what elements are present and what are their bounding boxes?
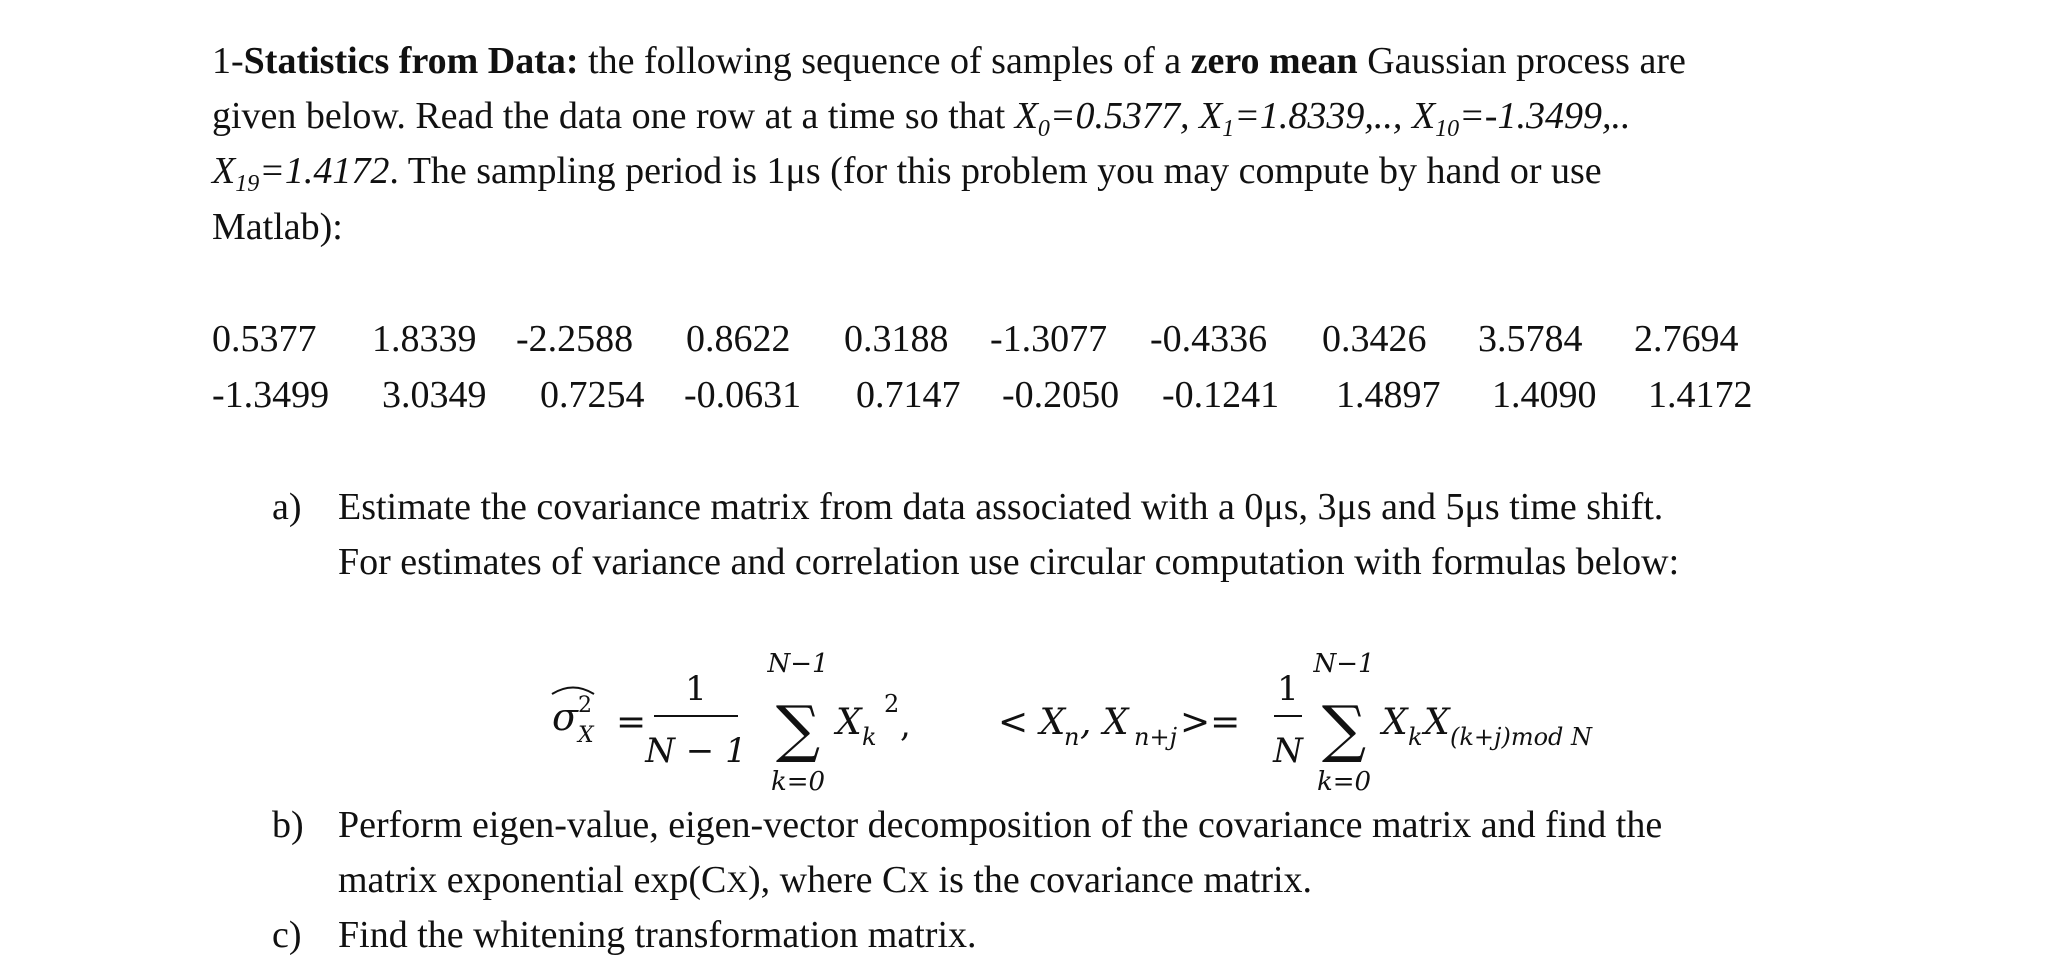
part-a-line-1: Estimate the covariance matrix from data associated with a 0μs, 3μs and 5μs time shift. [338, 486, 1664, 528]
sum-1-lower-limit: k=0 [770, 767, 826, 797]
data-value: 0.5377 [212, 318, 317, 360]
term-1-superscript: 2 [884, 690, 900, 718]
data-value: 1.4897 [1336, 374, 1441, 416]
fraction-2-numerator: 1 [1277, 669, 1299, 709]
corr-subscript-nj: n+j [1134, 723, 1178, 751]
data-value: -0.4336 [1150, 318, 1268, 360]
data-value: -0.2050 [1002, 374, 1120, 416]
term-2-mod-subscript: (k+j)mod N [1450, 723, 1593, 751]
data-value: 3.0349 [382, 374, 487, 416]
intro-line-4: Matlab): [212, 206, 343, 248]
problem-heading: Statistics from Data: [243, 40, 579, 82]
intro-line-2: given below. Read the data one row at a time so that $X_0=0.5377$, $X_1=1.8339$,.., $X_{10}=-1.3499$,.. [212, 95, 1631, 142]
part-c-line-1: Find the whitening transformation matrix. [338, 914, 977, 956]
sum-2-upper-limit: N−1 [1313, 649, 1375, 679]
fraction-1-numerator: 1 [685, 669, 707, 709]
part-a-label: a) [272, 486, 302, 528]
data-value: 2.7694 [1634, 318, 1739, 360]
data-value: -0.0631 [684, 374, 802, 416]
term-1-subscript: k [862, 723, 877, 751]
part-b-line-1: Perform eigen-value, eigen-vector decomposition of the covariance matrix and find the [338, 804, 1663, 846]
data-value: -2.2588 [516, 318, 634, 360]
term-1-x: X [836, 702, 862, 743]
sum-1-upper-limit: N−1 [767, 649, 829, 679]
sigma-symbol: σ [552, 695, 578, 739]
part-b-line-2: matrix exponential exp(CX), where CX is the covariance matrix. [338, 859, 1313, 901]
formula-comma: , [900, 705, 911, 745]
fraction-1-denominator: N − 1 [645, 731, 747, 771]
part-b-label: b) [272, 804, 304, 846]
term-2-x: X [1424, 702, 1450, 743]
data-value: -0.1241 [1162, 374, 1280, 416]
corr-close: >= [1180, 702, 1241, 743]
bold-zero-mean: zero mean [1190, 40, 1358, 82]
data-value: 3.5784 [1478, 318, 1583, 360]
corr-mid: , X [1080, 702, 1129, 743]
data-value: 0.3188 [844, 318, 949, 360]
intro-line-3: $X_{19}=1.4172$. The sampling period is 1μs (for this problem you may compute by hand or use [212, 150, 1602, 197]
term-2-xk: X [1382, 702, 1408, 743]
data-value: 0.7254 [540, 374, 645, 416]
data-value: -1.3077 [990, 318, 1108, 360]
equals-sign: = [616, 702, 647, 743]
data-value: 0.8622 [686, 318, 791, 360]
fraction-2-denominator: N [1273, 731, 1303, 771]
part-a-line-2: For estimates of variance and correlation use circular computation with formulas below: [338, 541, 1680, 583]
data-value: 0.3426 [1322, 318, 1427, 360]
corr-open: < X [998, 702, 1066, 743]
term-2-k-subscript: k [1408, 723, 1423, 751]
data-value: 0.7147 [856, 374, 961, 416]
data-value: 1.4172 [1648, 374, 1753, 416]
data-value: 1.8339 [372, 318, 477, 360]
corr-subscript-n: n [1064, 723, 1080, 751]
data-value: -1.3499 [212, 374, 330, 416]
sum-1-symbol: ∑ [775, 692, 821, 765]
sigma-superscript: 2 [578, 693, 592, 718]
sigma-subscript: X [578, 723, 594, 748]
intro-line-1: 1-Statistics from Data: the following sequence of samples of a zero mean Gaussian process are [212, 40, 1686, 82]
problem-number: 1- [212, 40, 244, 82]
sum-2-lower-limit: k=0 [1316, 767, 1372, 797]
data-value: 1.4090 [1492, 374, 1597, 416]
sum-2-symbol: ∑ [1321, 692, 1367, 765]
part-c-label: c) [272, 914, 302, 956]
